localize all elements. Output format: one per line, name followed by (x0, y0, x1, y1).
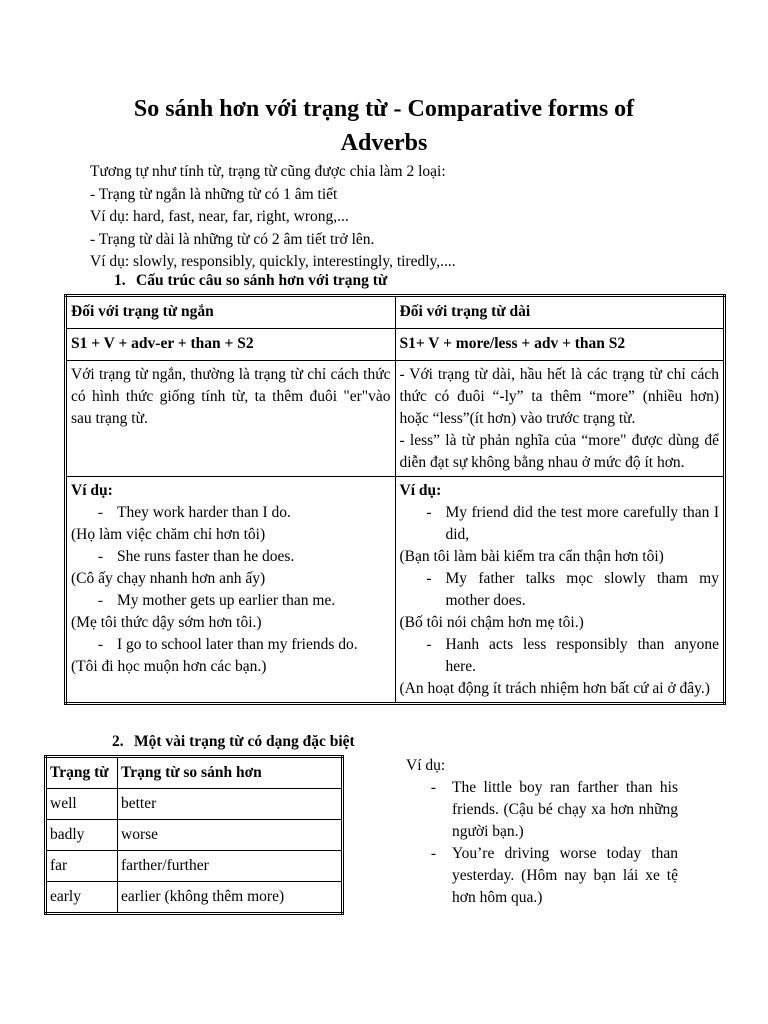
bullet-dash: - (97, 504, 103, 521)
bullet-dash: - (426, 504, 432, 521)
example-translation: (Cô ấy chạy nhanh hơn anh ấy) (71, 570, 266, 587)
example-sentence: They work harder than I do. (117, 504, 291, 521)
table-row (66, 296, 725, 329)
example-sentence: You’re driving worse today than yesterday. (Hôm nay bạn lái xe tệ hơn hôm qua.) (452, 845, 678, 906)
long-description-text: - Với trạng từ dài, hầu hết là các trạng từ chỉ cách thức có đuôi “-ly” ta thêm “more” (nhiều hơn) hoặc “less”(ít hơn) vào trước trạng từ. (399, 366, 719, 427)
section-number: 2. (112, 733, 124, 750)
bullet-dash: - (426, 570, 432, 587)
table-row (46, 882, 343, 914)
column-header: Trạng từ (46, 757, 118, 789)
short-description-text: Với trạng từ ngắn, thường là trạng từ chỉ cách thức có hình thức giống tính từ, ta thêm đuôi "er"vào sau trạng từ. (71, 366, 391, 427)
table-row (46, 820, 343, 851)
table-row (46, 851, 343, 882)
column-header: Trạng từ so sánh hơn (118, 757, 343, 789)
example-translation: (Bố tôi nói chậm hơn mẹ tôi.) (399, 614, 584, 631)
adverb-cell: far (46, 851, 118, 882)
comparison-table (64, 294, 726, 705)
section-number: 1. (114, 272, 126, 289)
section-heading-1 (114, 272, 387, 290)
example-sentence: My mother gets up earlier than me. (117, 592, 336, 609)
short-description (66, 361, 396, 477)
intro-line: - Trạng từ dài là những từ có 2 âm tiết trở lên. (90, 230, 375, 248)
section-heading-2 (112, 733, 355, 751)
table-header-row (46, 757, 343, 789)
comparative-cell: better (118, 789, 343, 820)
table-row (66, 477, 725, 704)
bullet-dash: - (97, 592, 103, 609)
section-title: Một vài trạng từ có dạng đặc biệt (134, 733, 355, 750)
example-translation: (Bạn tôi làm bài kiểm tra cẩn thận hơn tôi) (399, 548, 664, 565)
intro-line: Tương tự như tính từ, trạng từ cũng được chia làm 2 loại: (90, 163, 446, 180)
section-title: Cấu trúc câu so sánh hơn với trạng từ (136, 272, 388, 289)
example-sentence: She runs faster than he does. (117, 548, 295, 565)
adverb-cell: badly (46, 820, 118, 851)
example-item (71, 502, 391, 524)
example-sentence: My father talks mọc slowly tham my mother does. (445, 570, 719, 609)
table-row (66, 329, 725, 361)
example-sentence: The little boy ran farther than his friends. (Cậu bé chạy xa hơn những người bạn.) (452, 779, 678, 840)
short-adverb-header: Đối với trạng từ ngắn (66, 296, 396, 329)
bullet-dash: - (430, 779, 436, 796)
document-title: So sánh hơn với trạng từ - Comparative forms of Adverbs (133, 96, 635, 156)
example-item (400, 568, 720, 612)
long-examples-cell (395, 477, 725, 704)
long-formula: S1+ V + more/less + adv + than S2 (395, 329, 725, 361)
bullet-dash: - (430, 845, 436, 862)
intro-line: - Trạng từ ngắn là những từ có 1 âm tiết (90, 185, 338, 203)
example-sentence: My friend did the test more carefully than I did, (445, 504, 719, 543)
example-translation: (An hoạt động ít trách nhiệm hơn bất cứ ai ở đây.) (399, 680, 710, 697)
example-label: Ví dụ: (399, 482, 442, 499)
short-examples-cell (66, 477, 396, 704)
example-translation: (Mẹ tôi thức dậy sớm hơn tôi.) (71, 614, 262, 631)
example-item (71, 634, 391, 656)
intro-line: Ví dụ: hard, fast, near, far, right, wrong,... (90, 208, 349, 225)
comparative-cell: worse (118, 820, 343, 851)
adverb-cell: early (46, 882, 118, 914)
adverb-cell: well (46, 789, 118, 820)
comparative-cell: farther/further (118, 851, 343, 882)
example-translation: (Tôi đi học muộn hơn các bạn.) (71, 658, 267, 675)
bullet-dash: - (97, 548, 103, 565)
example-translation: (Họ làm việc chăm chỉ hơn tôi) (71, 526, 266, 543)
intro-line: Ví dụ: slowly, responsibly, quickly, interestingly, tiredly,.... (90, 253, 456, 270)
example-item (400, 502, 720, 546)
intro-paragraph (90, 161, 710, 274)
short-formula: S1 + V + adv-er + than + S2 (66, 329, 396, 361)
long-description (395, 361, 725, 477)
table-row (46, 789, 343, 820)
bullet-dash: - (97, 636, 103, 653)
example-label: Ví dụ: (406, 757, 446, 774)
example-item (400, 634, 720, 678)
example-item (71, 546, 391, 568)
example-item (71, 590, 391, 612)
example-sentence: I go to school later than my friends do. (117, 636, 358, 653)
long-description-text: - less” là từ phản nghĩa của “more" được dùng để diễn đạt sự không bằng nhau ở mức độ ít hơn. (399, 432, 719, 471)
comparative-cell: earlier (không thêm more) (118, 882, 343, 914)
special-examples (406, 755, 678, 909)
bullet-dash: - (426, 636, 432, 653)
example-item (406, 843, 678, 909)
table-row (66, 361, 725, 477)
special-adverbs-table (44, 755, 344, 915)
example-label: Ví dụ: (71, 482, 113, 499)
example-item (406, 777, 678, 843)
long-adverb-header: Đối với trạng từ dài (395, 296, 725, 329)
example-sentence: Hanh acts less responsibly than anyone here. (445, 636, 719, 675)
